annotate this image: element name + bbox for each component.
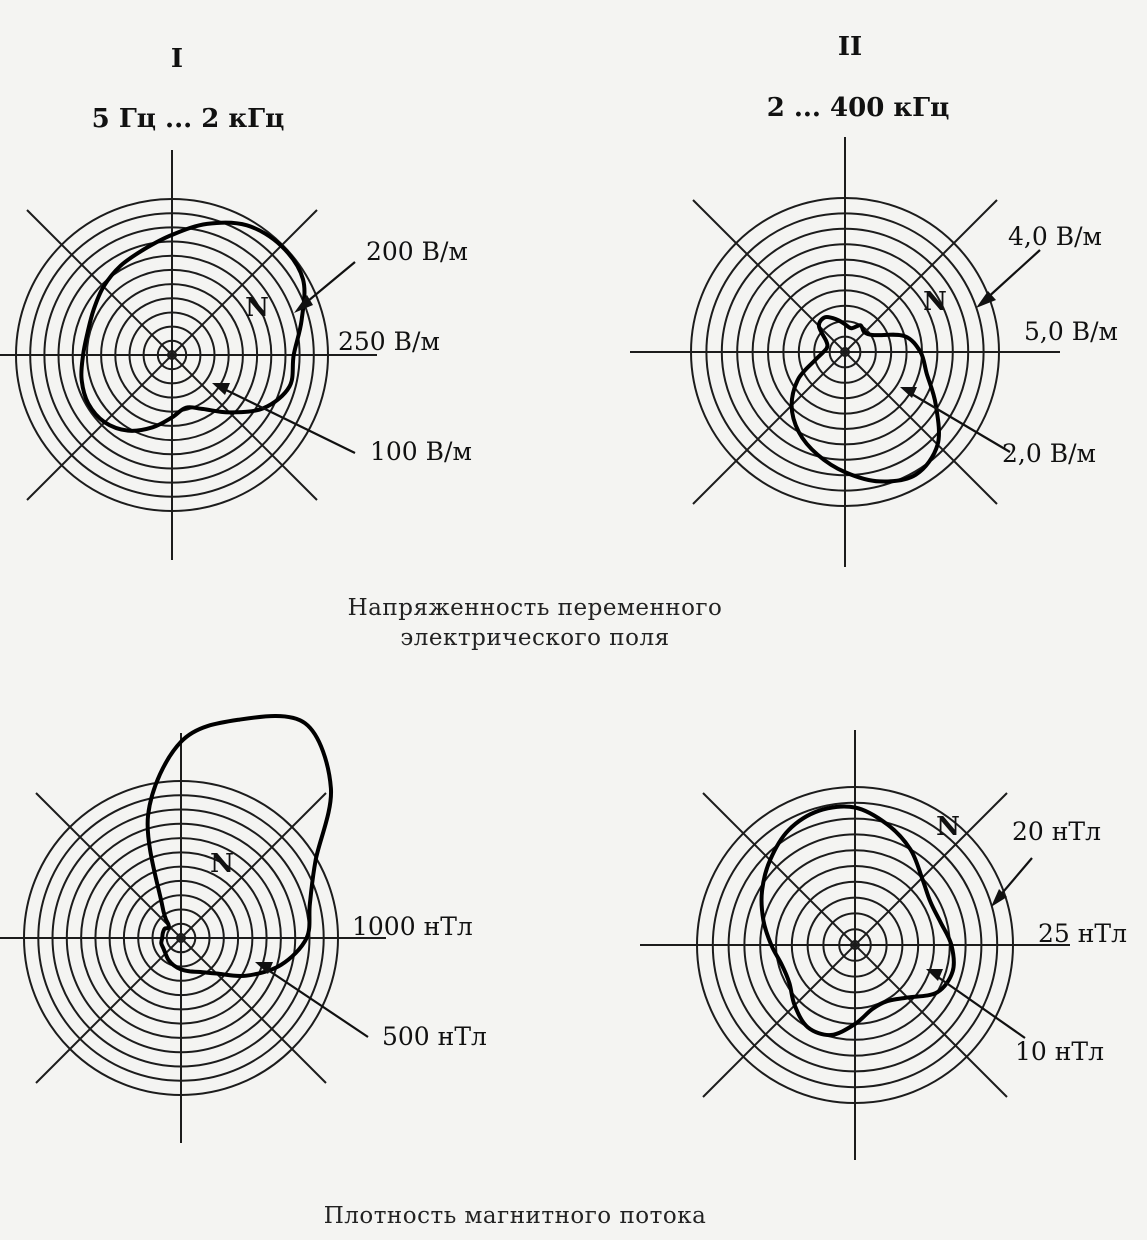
- column-i-frequency-range: 5 Гц ... 2 кГц: [91, 104, 285, 134]
- polar-grid: [640, 730, 1070, 1160]
- caption-electric-line-1: Напряженность переменного: [347, 595, 723, 621]
- pointer-10: [935, 975, 1025, 1038]
- polar-grid: [0, 150, 377, 560]
- label-5-0-v-per-m: 5,0 В/м: [1024, 317, 1118, 346]
- label-100-v-per-m: 100 В/м: [370, 437, 472, 466]
- pointer-2-0: [910, 393, 1010, 452]
- north-marker: N: [245, 293, 269, 323]
- field-pattern-curve: [792, 317, 939, 482]
- north-marker: N: [923, 287, 947, 317]
- magnetic-flux-plot-i: [0, 716, 487, 1143]
- north-marker: N: [210, 849, 234, 879]
- pointer-20: [998, 858, 1032, 898]
- north-marker: N: [936, 812, 960, 842]
- pointer-500: [265, 968, 368, 1037]
- label-4-0-v-per-m: 4,0 В/м: [1008, 222, 1102, 251]
- pointer-4-0: [985, 250, 1040, 300]
- caption-electric-line-2: электрического поля: [400, 625, 670, 651]
- label-20-ntl: 20 нТл: [1012, 817, 1101, 846]
- column-i-roman: I: [170, 44, 184, 74]
- polar-grid: [0, 733, 386, 1143]
- column-ii-frequency-range: 2 ... 400 кГц: [766, 93, 950, 123]
- caption-magnetic: Плотность магнитного потока: [323, 1203, 707, 1229]
- label-250-v-per-m: 250 В/м: [338, 327, 440, 356]
- label-25-ntl: 25 нТл: [1038, 919, 1127, 948]
- column-ii-roman: II: [837, 32, 863, 62]
- label-10-ntl: 10 нТл: [1015, 1037, 1104, 1066]
- electric-field-plot-i: [0, 150, 472, 560]
- label-1000-ntl: 1000 нТл: [352, 912, 473, 941]
- label-200-v-per-m: 200 В/м: [366, 237, 468, 266]
- polar-grid: [630, 137, 1060, 567]
- electric-field-plot-ii: [630, 137, 1118, 567]
- label-500-ntl: 500 нТл: [382, 1022, 487, 1051]
- magnetic-flux-plot-ii: [640, 730, 1127, 1160]
- label-2-0-v-per-m: 2,0 В/м: [1002, 439, 1096, 468]
